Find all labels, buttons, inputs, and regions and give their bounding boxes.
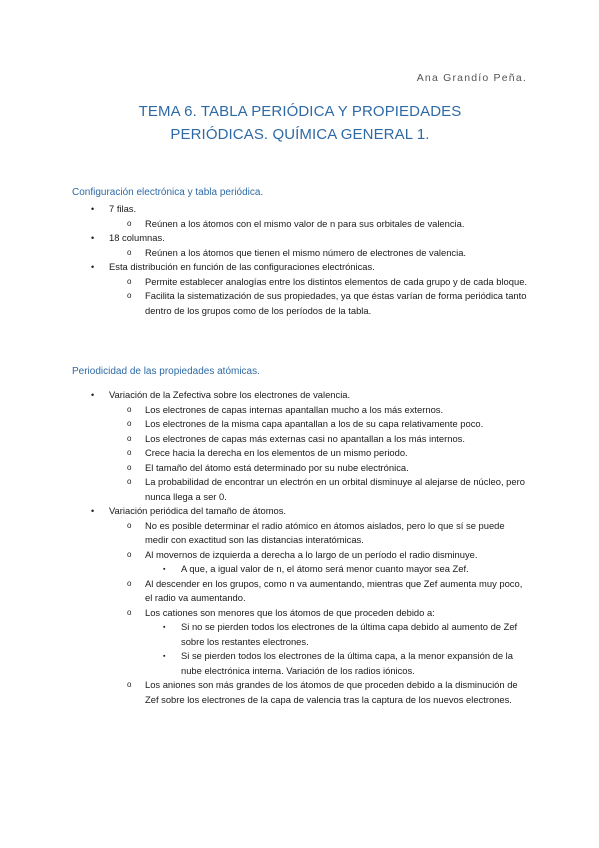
page-title: TEMA 6. TABLA PERIÓDICA Y PROPIEDADES PERIÓDICAS. QUÍMICA GENERAL 1. bbox=[138, 103, 462, 143]
list-item-text: Los cationes son menores que los átomos de que proceden debido a: bbox=[145, 606, 435, 618]
list-item-text: Los electrones de capas internas apantallan mucho a los más externos. bbox=[145, 403, 444, 415]
bullet-circle: o bbox=[127, 419, 132, 428]
list-item-text: Si no se pierden todos los electrones de la última capa debido al aumento de Zef sobre los restantes electrones. bbox=[181, 621, 518, 647]
list-item bbox=[0, 246, 529, 261]
list-item bbox=[0, 504, 529, 519]
list-item-text: Facilita la sistematización de sus propiedades, ya que éstas varían de forma periódica tanto dentro de los grupos como de los períodos de la tabla. bbox=[145, 290, 527, 316]
list-item bbox=[0, 577, 529, 606]
list-item bbox=[0, 562, 529, 577]
list-item bbox=[0, 606, 529, 621]
list-item-text: Los electrones de la misma capa apantallan a los de su capa relativamente poco. bbox=[145, 418, 484, 429]
bullet-circle: o bbox=[127, 680, 132, 689]
list-item bbox=[0, 275, 529, 290]
bullet-circle: o bbox=[127, 291, 132, 300]
list-item-text: Si se pierden todos los electrones de la última capa, a la menor expansión de la nube electrónica interna. Variación de los radios iónicos. bbox=[181, 650, 513, 676]
list-item-text: A que, a igual valor de n, el átomo será menor cuanto mayor sea Zef. bbox=[181, 563, 469, 574]
bullet-dot: • bbox=[91, 204, 95, 214]
list-item bbox=[0, 403, 529, 418]
section-list-periodicidad bbox=[0, 388, 529, 707]
bullet-circle: o bbox=[127, 549, 132, 559]
bullet-circle: o bbox=[127, 578, 132, 588]
list-item-text: No es posible determinar el radio atómico en átomos aislados, pero lo que sí se puede medir con exactitud son las distancias interatómicas. bbox=[145, 519, 505, 545]
list-item bbox=[0, 231, 529, 246]
section-heading-periodicidad: Periodicidad de las propiedades atómicas. bbox=[72, 366, 260, 377]
list-item-text: Al descender en los grupos, como n va aumentando, mientras que Zef aumenta muy poco, el radio va aumentando. bbox=[145, 577, 523, 603]
bullet-circle: o bbox=[127, 247, 132, 257]
list-item bbox=[0, 461, 529, 476]
list-item bbox=[0, 475, 529, 504]
bullet-square: ▪ bbox=[163, 566, 166, 573]
list-item bbox=[0, 548, 529, 563]
list-item bbox=[0, 202, 529, 217]
list-item bbox=[0, 519, 529, 548]
bullet-circle: o bbox=[127, 462, 132, 472]
list-item-text: Reúnen a los átomos con el mismo valor de n para sus orbitales de valencia. bbox=[145, 217, 465, 229]
list-item-text: Reúnen a los átomos que tienen el mismo número de electrones de valencia. bbox=[145, 246, 467, 258]
bullet-dot: • bbox=[91, 262, 95, 272]
list-item-text: 18 columnas. bbox=[109, 232, 165, 243]
list-item-text: Esta distribución en función de las configuraciones electrónicas. bbox=[109, 261, 375, 272]
list-item bbox=[0, 446, 529, 461]
author-name: Ana Grandío Peña. bbox=[416, 72, 527, 84]
list-item-text: Variación periódica del tamaño de átomos. bbox=[109, 505, 287, 516]
list-item bbox=[0, 260, 529, 275]
list-item-text: Los electrones de capas más externas casi no apantallan a los más internos. bbox=[145, 432, 465, 444]
bullet-square: ▪ bbox=[163, 653, 166, 660]
bullet-dot: • bbox=[91, 390, 95, 400]
list-item bbox=[0, 388, 529, 403]
bullet-circle: o bbox=[127, 520, 132, 530]
list-item-text: 7 filas. bbox=[109, 203, 137, 214]
section-list-configuracion bbox=[0, 202, 529, 318]
list-item bbox=[0, 620, 529, 649]
list-item bbox=[0, 417, 529, 432]
list-item-text: La probabilidad de encontrar un electrón en un orbital disminuye al alejarse de núcleo, pero nunca llega a ser 0. bbox=[145, 476, 525, 502]
bullet-circle: o bbox=[127, 404, 132, 414]
bullet-circle: o bbox=[127, 448, 132, 457]
list-item bbox=[0, 289, 529, 318]
section-heading-configuracion: Configuración electrónica y tabla periódica. bbox=[72, 187, 264, 198]
list-item-text: Permite establecer analogías entre los distintos elementos de cada grupo y de cada bloque. bbox=[145, 275, 528, 287]
list-item-text: Los aniones son más grandes de los átomos de que proceden debido a la disminución de Zef sobre los electrones de la capa de valencia tras la captura de los nuevos electrones. bbox=[145, 679, 518, 705]
list-item-text: Crece hacia la derecha en los elementos de un mismo periodo. bbox=[145, 447, 408, 458]
bullet-circle: o bbox=[127, 607, 132, 617]
bullet-circle: o bbox=[127, 276, 132, 286]
bullet-circle: o bbox=[127, 477, 132, 486]
list-item-text: Al movernos de izquierda a derecha a lo largo de un período el radio disminuye. bbox=[145, 548, 478, 560]
list-item-text: El tamaño del átomo está determinado por su nube electrónica. bbox=[145, 461, 409, 473]
bullet-circle: o bbox=[127, 218, 132, 228]
bullet-dot: • bbox=[91, 506, 95, 516]
list-item bbox=[0, 217, 529, 232]
bullet-circle: o bbox=[127, 433, 132, 443]
list-item bbox=[0, 678, 529, 707]
list-item bbox=[0, 649, 529, 678]
bullet-dot: • bbox=[91, 233, 95, 243]
list-item-text: Variación de la Zefectiva sobre los electrones de valencia. bbox=[109, 389, 351, 400]
bullet-square: ▪ bbox=[163, 624, 166, 631]
list-item bbox=[0, 432, 529, 447]
